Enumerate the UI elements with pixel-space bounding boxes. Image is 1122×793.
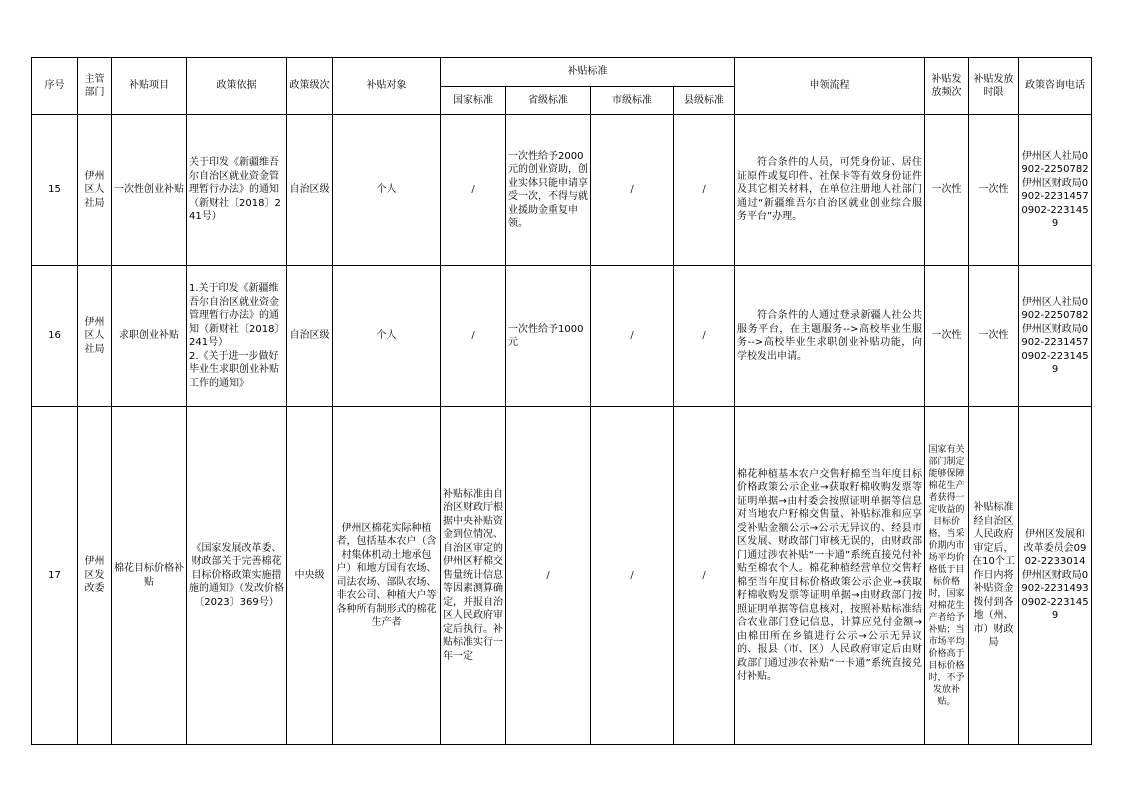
cell-seq: 16 (32, 266, 78, 407)
cell-frequency: 一次性 (925, 115, 969, 266)
cell-national: / (441, 115, 506, 266)
cell-process: 符合条件的人员，可凭身份证、居住证原件或复印件、社保卡等有效身份证件及其它相关材料，在单位注册地人社部门通过“新疆维吾尔自治区就业创业综合服务平台”办理。 (735, 115, 925, 266)
cell-target: 个人 (333, 266, 441, 407)
cell-level: 自治区级 (287, 115, 333, 266)
header-dept: 主管部门 (78, 58, 112, 115)
header-item: 补贴项目 (112, 58, 187, 115)
cell-basis: 《国家发展改革委、财政部关于完善棉花目标价格政策实施措施的通知》（发改价格〔2023〕369号） (187, 407, 287, 745)
header-seq: 序号 (32, 58, 78, 115)
table-row (32, 266, 1092, 407)
cell-frequency: 一次性 (925, 266, 969, 407)
header-national: 国家标准 (441, 87, 506, 115)
cell-seq: 15 (32, 115, 78, 266)
cell-item: 棉花目标价格补贴 (112, 407, 187, 745)
cell-frequency: 国家有关部门制定能够保障棉花生产者获得一定收益的目标价格，当采价期内市场平均价格低于目标价格时，国家对棉花生产者给予补贴；当市场平均价格高于目标价格时，不予发放补贴。 (925, 407, 969, 745)
header-process: 申领流程 (735, 58, 925, 115)
header-target: 补贴对象 (333, 58, 441, 115)
cell-process: 符合条件的人通过登录新疆人社公共服务平台，在主题服务-->高校毕业生服务-->高校毕业生求职创业补贴功能，向学校发出申请。 (735, 266, 925, 407)
cell-item: 一次性创业补贴 (112, 115, 187, 266)
cell-time-limit: 一次性 (969, 266, 1019, 407)
table-row (32, 407, 1092, 745)
cell-contact: 伊州区人社局0902-2250782 伊州区财政局0902-2231457 0902-2231459 (1019, 115, 1092, 266)
cell-time-limit: 补贴标准经自治区人民政府审定后，在10个工作日内将补贴资金拨付到各地（州、市）财政局 (969, 407, 1019, 745)
cell-process: 棉花种植基本农户交售籽棉至当年度目标价格政策公示企业→获取籽棉收购发票等证明单据→由村委会按照证明单据等信息对当地农户籽棉交售量、补贴标准和应享受补贴金额公示→公示无异议的、经县市区发展、财政部门审核无误的，由财政部门通过涉农补贴“一卡通”系统直接兑付补贴至棉农个人。棉花种植经营单位交售籽棉至当年度目标价格政策公示企业→获取籽棉收购发票等证明单据→由财政部门按照证明单据等信息核对，按照补贴标准结合农业部门登记信息，计算应兑付金额→由棉田所在乡镇进行公示→公示无异议的、报县（市、区）人民政府审定后由财政部门通过涉农补贴“一卡通”系统直接兑付补贴。 (735, 407, 925, 745)
cell-basis: 关于印发《新疆维吾尔自治区就业资金管理暂行办法》的通知（新财社〔2018〕241号） (187, 115, 287, 266)
header-time-limit: 补贴发放时限 (969, 58, 1019, 115)
cell-national: 补贴标准由自治区财政厅根据中央补贴资金到位情况、自治区审定的伊州区籽棉交售量统计信息等因素测算确定，并报自治区人民政府审定后执行。补贴标准实行一年一定 (441, 407, 506, 745)
cell-seq: 17 (32, 407, 78, 745)
header-level: 政策级次 (287, 58, 333, 115)
cell-contact: 伊州区发展和改革委员会0902-2233014 伊州区财政局0902-2231493 0902-2231459 (1019, 407, 1092, 745)
cell-target: 伊州区棉花实际种植者，包括基本农户（含村集体机动土地承包户）和地方国有农场、司法农场、部队农场、非农公司、种植大户等各种所有制形式的棉花生产者 (333, 407, 441, 745)
cell-county: / (674, 407, 735, 745)
cell-national: / (441, 266, 506, 407)
cell-contact: 伊州区人社局0902-2250782 伊州区财政局0902-2231457 0902-2231459 (1019, 266, 1092, 407)
cell-provincial: 一次性给予1000元 (506, 266, 591, 407)
subsidy-policy-table (31, 57, 1092, 745)
header-row-1 (32, 58, 1092, 87)
header-county: 县级标准 (674, 87, 735, 115)
header-municipal: 市级标准 (591, 87, 674, 115)
cell-municipal: / (591, 266, 674, 407)
header-provincial: 省级标准 (506, 87, 591, 115)
header-basis: 政策依据 (187, 58, 287, 115)
cell-county: / (674, 115, 735, 266)
cell-level: 自治区级 (287, 266, 333, 407)
cell-time-limit: 一次性 (969, 115, 1019, 266)
table-row (32, 115, 1092, 266)
cell-item: 求职创业补贴 (112, 266, 187, 407)
header-contact: 政策咨询电话 (1019, 58, 1092, 115)
cell-municipal: / (591, 115, 674, 266)
header-standard: 补贴标准 (441, 58, 735, 87)
cell-dept: 伊州区发改委 (78, 407, 112, 745)
cell-provincial: 一次性给予2000元的创业资助，创业实体只能申请享受一次，不得与就业援助金重复申领。 (506, 115, 591, 266)
header-frequency: 补贴发放频次 (925, 58, 969, 115)
cell-level: 中央级 (287, 407, 333, 745)
cell-dept: 伊州区人社局 (78, 115, 112, 266)
cell-municipal: / (591, 407, 674, 745)
cell-county: / (674, 266, 735, 407)
cell-provincial: / (506, 407, 591, 745)
policy-table-sheet (31, 57, 1092, 745)
cell-basis: 1.关于印发《新疆维吾尔自治区就业资金管理暂行办法》的通知（新财社〔2018〕241号） 2.《关于进一步做好毕业生求职创业补贴工作的通知》 (187, 266, 287, 407)
cell-dept: 伊州区人社局 (78, 266, 112, 407)
cell-target: 个人 (333, 115, 441, 266)
